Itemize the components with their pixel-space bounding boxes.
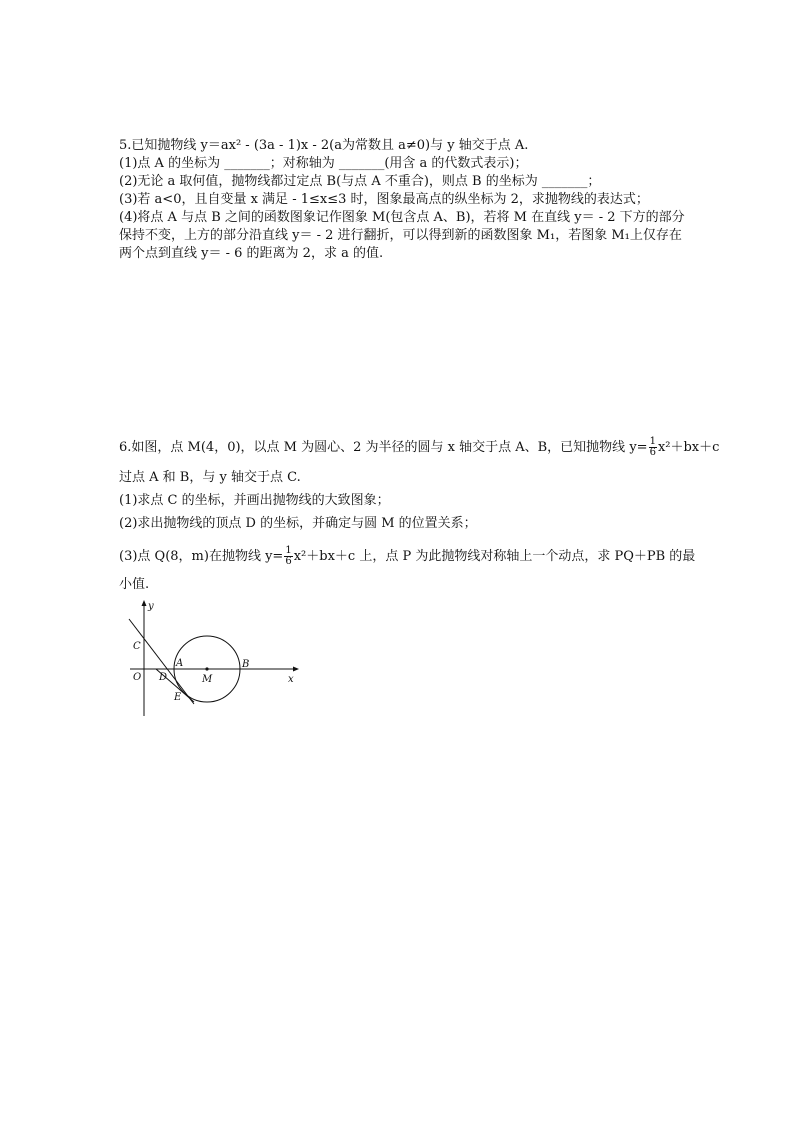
label-m: M	[202, 674, 213, 685]
fraction-denominator: 6	[285, 556, 292, 567]
label-d: D	[159, 672, 168, 683]
line-ce	[129, 619, 194, 704]
y-axis-arrow	[142, 600, 147, 606]
q5-line-3: (2)无论 a 取何值，抛物线都过定点 B(与点 A 不重合)，则点 B 的坐标为 _______；	[119, 174, 601, 189]
label-y: y	[148, 601, 154, 612]
label-b: B	[242, 659, 250, 670]
q5-line-5: (4)将点 A 与点 B 之间的函数图象记作图象 M(包含点 A、B)，若将 M 在直线 y＝ - 2 下方的部分	[119, 210, 685, 225]
q6-line-1-text-a: 6.如图，点 M(4，0)，以点 M 为圆心、2 为半径的圆与 x 轴交于点 A、B，已知抛物线 y=	[119, 440, 648, 455]
fraction-denominator: 6	[649, 447, 656, 458]
q6-line-5-text-a: (3)点 Q(8，m)在抛物线 y=	[119, 549, 284, 564]
label-a: A	[176, 658, 184, 669]
q6-line-5	[119, 546, 695, 567]
q5-line-7: 两个点到直线 y＝ - 6 的距离为 2，求 a 的值.	[119, 246, 384, 261]
q5-line-2: (1)点 A 的坐标为 _______；对称轴为 _______(用含 a 的代数式表示)；	[119, 156, 528, 171]
fraction-one-sixth	[649, 437, 657, 458]
q6-line-2: 过点 A 和 B，与 y 轴交于点 C.	[119, 470, 301, 485]
q6-line-5-text-b: x²＋bx＋c 上，点 P 为此抛物线对称轴上一个动点，求 PQ＋PB 的最	[293, 549, 696, 564]
q5-line-6: 保持不变，上方的部分沿直线 y＝ - 2 进行翻折，可以得到新的函数图象 M₁，若图象 M₁上仅存在	[119, 228, 682, 243]
center-point-m	[205, 667, 208, 670]
fraction-one-sixth-2	[284, 546, 292, 567]
fraction-numerator: 1	[649, 436, 656, 447]
label-o: O	[133, 672, 142, 683]
x-axis-arrow	[293, 667, 299, 672]
q6-line-1-text-b: x²＋bx＋c	[657, 440, 720, 455]
label-e: E	[174, 692, 182, 703]
fraction-numerator: 1	[285, 545, 292, 556]
q6-line-6: 小值.	[119, 577, 150, 592]
label-c: C	[133, 641, 141, 652]
q5-line-1: 5.已知抛物线 y＝ax² - (3a - 1)x - 2(a为常数且 a≠0)与 y 轴交于点 A.	[119, 138, 529, 153]
q6-line-4: (2)求出抛物线的顶点 D 的坐标，并确定与圆 M 的位置关系；	[119, 516, 477, 531]
q6-line-3: (1)求点 C 的坐标，并画出抛物线的大致图象；	[119, 493, 390, 508]
q6-line-1	[119, 437, 719, 458]
geometry-figure	[122, 598, 302, 720]
label-x: x	[288, 674, 294, 685]
q5-line-4: (3)若 a<0，且自变量 x 满足 - 1≤x≤3 时，图象最高点的纵坐标为 2，求抛物线的表达式；	[119, 192, 649, 207]
